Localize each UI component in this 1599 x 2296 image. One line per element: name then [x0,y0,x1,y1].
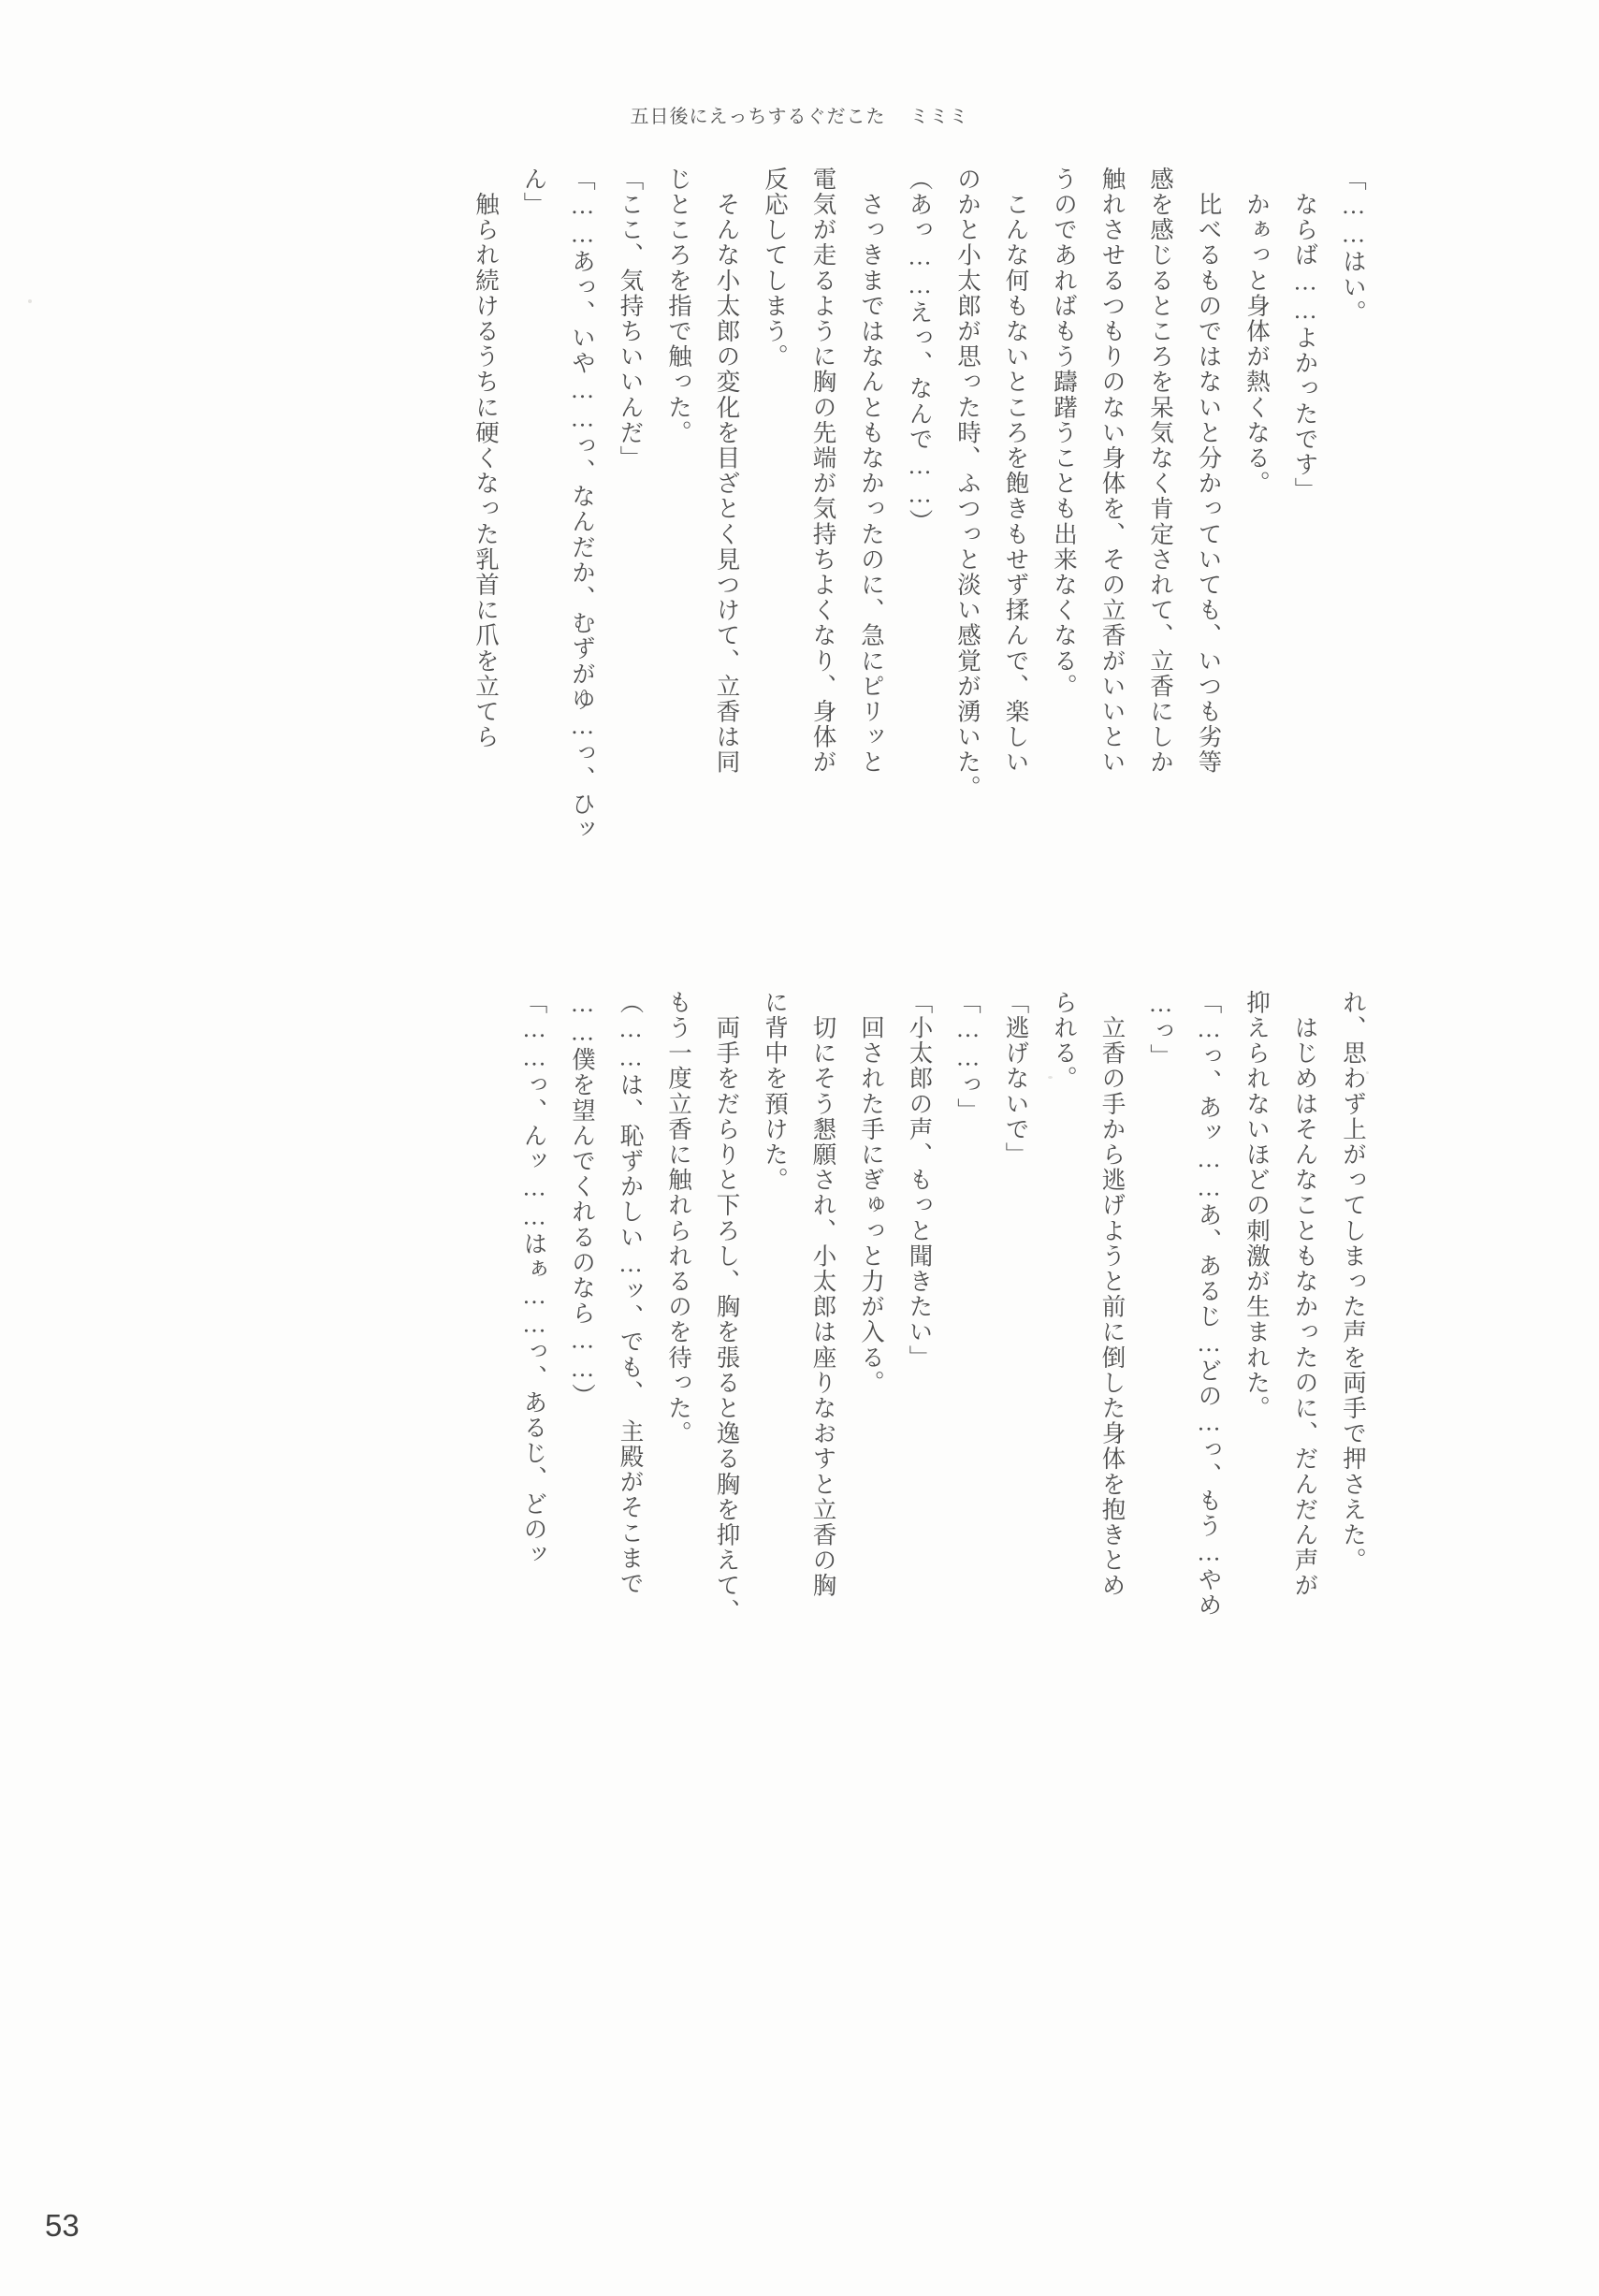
text-line: 「……っ」 [954,990,981,1124]
text-line: 電気が走るように胸の先端が気持ちよくなり、身体が [809,167,837,776]
running-header [0,101,1599,128]
text-line: かぁっと身体が熱くなる。 [1243,167,1271,497]
text-line: ならば……よかったです」 [1291,167,1319,503]
text-line: 感を感じるところを呆気なく肯定されて、立香にしか [1147,167,1174,776]
text-line: ……僕を望んでくれるのなら……） [569,990,596,1409]
text-line: 「ここ、気持ちいいんだ」 [617,167,645,472]
text-line: 比べるものではないと分かっていても、いつも劣等 [1195,167,1223,776]
text-line: （あっ……えっ、なんで……） [906,167,934,535]
text-line: …っ」 [1147,990,1174,1069]
text-line: さっきまではなんともなかったのに、急にピリッと [858,167,885,776]
text-line: 回された手にぎゅっと力が入る。 [858,990,885,1396]
text-block-lower [239,990,1474,1729]
text-line: 両手をだらりと下ろし、胸を張ると逸る胸を抑えて、 [713,990,741,1624]
page-number: 53 [45,2208,80,2243]
text-line: 触られ続けるうちに硬くなった乳首に爪を立てら [472,167,500,750]
text-line: 抑えられないほどの刺激が生まれた。 [1243,990,1271,1421]
text-line: 切にそう懇願され、小太郎は座りなおすと立香の胸 [809,990,837,1599]
text-line: られる。 [1051,990,1078,1092]
text-line: 「小太郎の声、もっと聞きたい」 [906,990,934,1371]
text-line: 触れさせるつもりのない身体を、その立香がいいとい [1098,167,1127,776]
text-line: もう一度立香に触れられるのを待った。 [665,990,692,1446]
text-line: 「……っ、んッ……はぁ……っ、あるじ、どのッ [520,990,548,1568]
text-line: じところを指で触った。 [665,167,692,446]
text-line: のかと小太郎が思った時、ふつっと淡い感覚が湧いた。 [954,167,981,801]
text-line: はじめはそんなこともなかったのに、だんだん声が [1291,990,1319,1599]
text-line: ん」 [520,167,548,218]
text-line: 「……あっ、いや……っ、なんだか、むずがゆ…っ、ひッ [569,167,596,843]
text-line: 「……はい。 [1340,167,1367,326]
text-line: そんな小太郎の変化を目ざとく見つけて、立香は同 [713,167,741,776]
text-line: こんな何もないところを飽きもせず揉んで、楽しい [1002,167,1030,776]
header-author: ミミミ [909,107,969,127]
header-title: 五日後にえっちするぐだこた [630,107,886,127]
text-line: 「逃げないで」 [1002,990,1030,1168]
text-line: れ、思わず上がってしまった声を両手で押さえた。 [1340,990,1367,1574]
text-line: 反応してしまう。 [762,167,789,370]
text-line: 立香の手から逃げようと前に倒した身体を抱きとめ [1098,990,1127,1599]
text-line: 「…っ、あッ……あ、あるじ…どの…っ、もう…やめ [1195,990,1223,1619]
text-line: （……は、恥ずかしい…ッ、でも、 主殿がそこまで [617,990,645,1597]
page-body [239,167,1474,2085]
text-line: うのであればもう躊躇うことも出来なくなる。 [1051,167,1078,700]
text-block-upper [239,167,1474,906]
paper-speck [28,299,32,303]
text-line: に背中を預けた。 [762,990,789,1193]
